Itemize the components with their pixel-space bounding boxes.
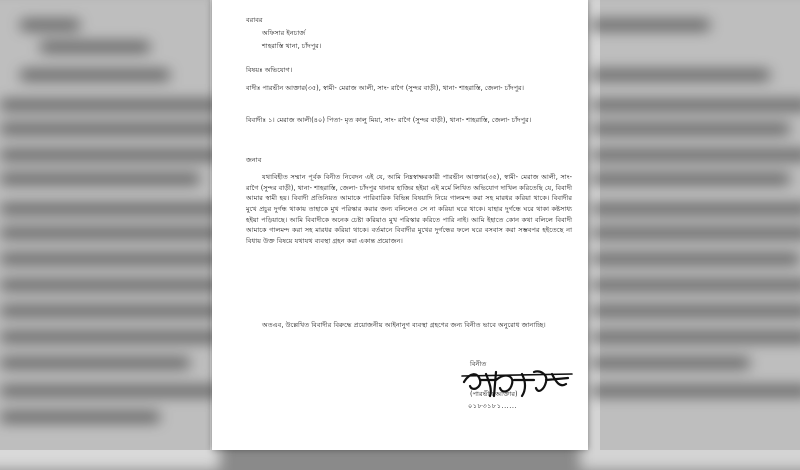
signatory-name: (পারভীন আক্তার) <box>470 390 518 398</box>
sign-off-label: বিনীত <box>470 360 487 368</box>
background-shade-right <box>600 0 800 450</box>
letter-body: যথাবিহীত সম্মান পূর্বক বিনীত নিবেদন এই যে, আমি নিম্নস্বাক্ষরকারী পারভীন আক্তার(৩৫), স্বামী- মেরাজ আলী, সাং- রাগৈ (সুন্দর বাড়ী), থানা- শাহরাস্তি, জেলা- চাঁদপুর থানায় হাজির হইয়া এই মর্মে লিখিত অভিযোগ দাখিল করিতেছি যে, বিবাদী আমার স্বামী হয়। বিবাদী প্রতিনিয়ত আমাকে পারিবারিক বিভিন্ন বিষয়াদি নিয়ে গালমন্দ করা সহ মারধর করিয়া থাকে। বিবাদীর মুখে প্রচুর দুর্গন্ধ থাকায় তাহাকে মুখ পরিস্কার করার জন্য বলিলেও সে না করিয়া ঘরে থাকে। যাহার দুর্গন্ধে ঘরে থাকা কষ্টসাধ্য হইয়া পড়িয়াছে। আমি বিবাদীকে অনেক চেষ্টা করিয়াও মুখ পরিস্কার করিতে পারি নাই। আমি ইহাতে কোন কথা বলিলে বিবাদী আমাকে গালমন্দ করা সহ মারধর করিয়া থাকে। বর্তমানে বিবাদীর মুখের দুর্গন্ধের ফলে ঘরে বসবাস করা সম্ভবপর হইতেছে না বিধায় উক্ত বিষয়ে যথাযথ ব্যবস্থা গ্রহন করা একান্ত প্রয়োজন। <box>246 173 572 246</box>
recipient-officer: অফিসার ইনচার্জ <box>262 29 306 37</box>
salutation: জনাব <box>246 156 262 164</box>
background-shade-left <box>0 0 210 450</box>
letter-subject: বিষয়ঃ অভিযোগ। <box>246 66 293 74</box>
signatory-phone: ০১৮৩১৮১...... <box>468 402 518 410</box>
recipient-label: বরাবর <box>246 16 263 24</box>
plaintiff-details: বাদীঃ পারভীন আক্তার(৩৫), স্বামী- মেরাজ আলী, সাং- রাগৈ (সুন্দর বাড়ী), থানা- শাহরাস্তি, জেলা- চাঁদপুর। <box>246 84 525 92</box>
defendant-details: বিবাদীঃ ১। মেরাজ আলী(৪০) পিতা- মৃত কালু মিয়া, সাং- রাগৈ (সুন্দর বাড়ী), থানা- শাহরাস্তি, জেলা- চাঁদপুর। <box>246 116 532 124</box>
recipient-station: শাহরাস্তি থানা, চাঁদপুর। <box>262 42 322 50</box>
letter-closing: অতএব, উল্লেখিত বিবাদীর বিরুদ্ধে প্রয়োজনীয় আইনানুগ ব্যবস্থা গ্রহণের জন্য বিনীত ভাবে অনুরোধ জানাচ্ছি। <box>262 321 546 329</box>
complaint-letter-page <box>212 0 588 450</box>
